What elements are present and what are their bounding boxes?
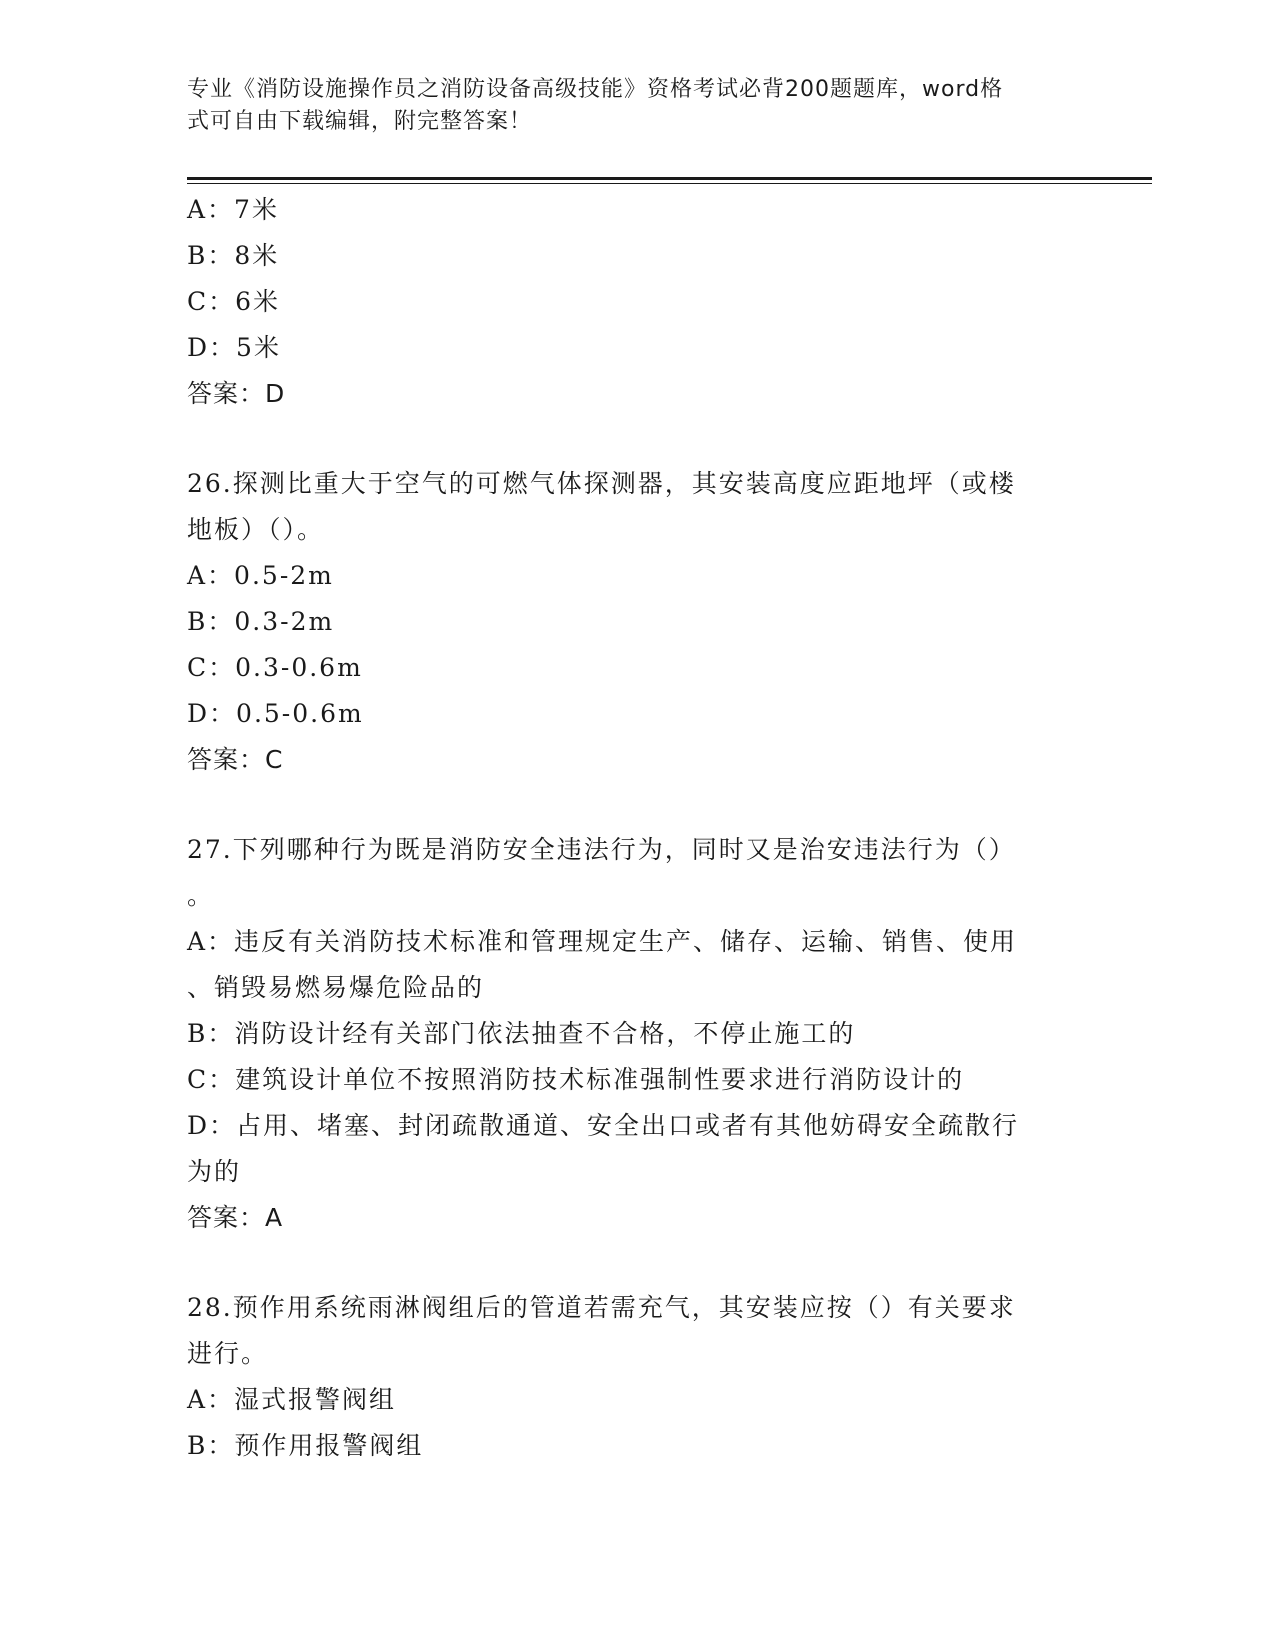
question-stem-line-2: 地板）（）。 bbox=[187, 515, 325, 544]
option-c: C：6米 bbox=[187, 287, 281, 316]
question-stem-line-1: 26.探测比重大于空气的可燃气体探测器，其安装高度应距地坪（或楼 bbox=[187, 469, 1016, 498]
question-stem-line-2: 进行。 bbox=[187, 1339, 269, 1368]
option-d: D：5米 bbox=[187, 333, 281, 362]
question-27 bbox=[187, 827, 1087, 1241]
question-25 bbox=[187, 187, 1087, 417]
option-a: A：0.5-2m bbox=[187, 561, 334, 590]
question-28 bbox=[187, 1285, 1087, 1469]
option-a-line-2: 、销毁易燃易爆危险品的 bbox=[187, 973, 485, 1002]
header-line-2: 式可自由下载编辑，附完整答案！ bbox=[187, 109, 533, 134]
option-b: B：预作用报警阀组 bbox=[187, 1431, 424, 1460]
question-stem-line-1: 28.预作用系统雨淋阀组后的管道若需充气，其安装应按（）有关要求 bbox=[187, 1293, 1016, 1322]
option-c: C：0.3-0.6m bbox=[187, 653, 363, 682]
option-a-line-1: A：违反有关消防技术标准和管理规定生产、储存、运输、销售、使用 bbox=[187, 927, 1018, 956]
option-d-line-1: D：占用、堵塞、封闭疏散通道、安全出口或者有其他妨碍安全疏散行 bbox=[187, 1111, 1020, 1140]
document-header bbox=[187, 74, 1087, 138]
option-d: D：0.5-0.6m bbox=[187, 699, 364, 728]
answer: 答案：D bbox=[187, 379, 286, 408]
option-c: C：建筑设计单位不按照消防技术标准强制性要求进行消防设计的 bbox=[187, 1065, 965, 1094]
document-content bbox=[187, 187, 1087, 1469]
question-stem-line-1: 27.下列哪种行为既是消防安全违法行为，同时又是治安违法行为（） bbox=[187, 835, 1016, 864]
header-line-1: 专业《消防设施操作员之消防设备高级技能》资格考试必背200题题库，word格 bbox=[187, 77, 1004, 102]
option-b: B：消防设计经有关部门依法抽查不合格，不停止施工的 bbox=[187, 1019, 856, 1048]
option-a: A：7米 bbox=[187, 195, 279, 224]
option-b: B：8米 bbox=[187, 241, 280, 270]
option-d-line-2: 为的 bbox=[187, 1157, 242, 1186]
question-26 bbox=[187, 461, 1087, 783]
header-divider-thin bbox=[187, 183, 1152, 184]
answer: 答案：A bbox=[187, 1203, 284, 1232]
header-divider-thick bbox=[187, 177, 1152, 180]
option-a: A：湿式报警阀组 bbox=[187, 1385, 397, 1414]
option-b: B：0.3-2m bbox=[187, 607, 335, 636]
answer: 答案：C bbox=[187, 745, 284, 774]
question-stem-line-2: 。 bbox=[187, 881, 215, 910]
